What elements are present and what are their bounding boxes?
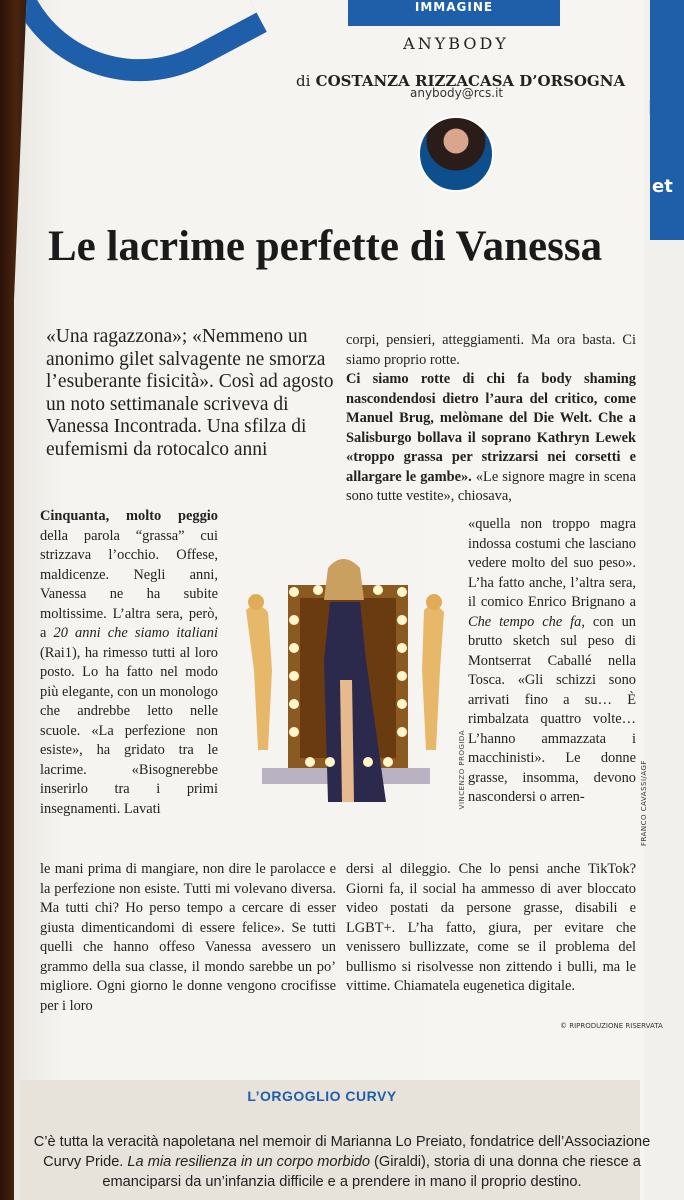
statue-right-head <box>426 594 442 610</box>
decorative-arc <box>11 0 267 131</box>
right-text-5: dersi al dileggio. Che lo pensi anche TikTok? Giorni fa, il social ha ammesso di aver bloccato video postati da persone grasse, disabili e LGBT+. L’ha fatto, giura, per evitare che venissero bullizzate, come se il problema del bullismo si risolvesse non zittendo i bulli, ma le vittime. Chiamatela eugenetica digitale. <box>346 861 636 994</box>
box-book-title: La mia resilienza in un corpo morbido <box>127 1154 370 1170</box>
copyright-notice: © RIPRODUZIONE RISERVATA <box>560 1022 663 1030</box>
author-name: COSTANZA RIZZACASA D’ORSOGNA <box>315 72 626 90</box>
adjacent-subtitle-fragment: et <box>652 176 673 197</box>
figure-hair <box>324 559 364 600</box>
left-text-3: le mani prima di mangiare, non dire le parolacce e la perfezione non esiste. Tutti mi volevano diversa. Ma tutti chi? Ho perso tempo a cercare di esser giusta dimenticandomi di essere felice». Se tutti quelli che hanno offeso Vanessa avessero un grammo della sua classe, il mondo sarebbe un po’ migliore. Ogni giorno le donne vengono crocifisse per i loro <box>40 861 336 1014</box>
right-text-2: «Le signore magre in scena sono tutte vestite», chiosava, <box>346 468 636 504</box>
right-italic-title: Che tempo che fa <box>468 613 582 630</box>
right-bold-para: Ci siamo rotte di chi fa body shaming nascondendosi dietro l’aura del critico, come Manuel Brug, melòmane del Die Welt. Che a Salisburgo bollava il soprano Kathryn Lewek «troppo grassa per strizzarsi nei corsetti e allargare le gambe». <box>346 371 636 485</box>
illustration <box>228 540 464 810</box>
right-text-4: , con un brutto sketch sul peso di Montserrat Caballé nella Tosca. «Gli schizzi sono arrivati fino a su… È rimbalzata quattro volte… L’hanno ammazzata i macchinisti». Le donne grasse, insomma, devono nascondersi o arren- <box>468 613 636 805</box>
box-title: L’ORGOGLIO CURVY <box>247 1088 397 1104</box>
lead-paragraph: «Una ragazzona»; «Nemmeno un anonimo gilet salvagente ne smorza l’esuberante fisicità». Così ad agosto un noto settimanale scriveva di Vanessa Incontrada. Una sfilza di eufemismi da rotocalco anni <box>46 326 334 460</box>
box-text-1: C’è tutta la veracità napoletana nel memoir di Marianna Lo Preiato, fondatrice dell’Associazione Curvy Pride. <box>33 1134 651 1170</box>
author-email: anybody@rcs.it <box>410 86 504 100</box>
section-tab: IMMAGINE <box>348 0 560 26</box>
adjacent-title-fragment: L <box>648 96 661 120</box>
column-name: ANYBODY <box>403 34 509 53</box>
right-column-top <box>346 331 636 507</box>
statue-left-head <box>248 594 264 610</box>
right-text-1: corpi, pensieri, atteggiamenti. Ma ora basta. Ci siamo proprio rotte. <box>346 332 636 368</box>
illustration-credit: VINCENZO PROGIDA <box>458 730 466 810</box>
adjacent-page <box>640 0 684 1200</box>
left-intro-bold: Cinquanta, molto peggio <box>40 508 218 524</box>
right-text-3: «quella non troppo magra indossa costumi che lasciano vedere molto del suo peso». L’ha fatto anche, l’altra sera, il comico Enrico Brignano a <box>468 516 636 610</box>
left-column-bottom <box>40 860 336 1016</box>
box-text <box>22 1132 662 1192</box>
statue-left <box>246 605 272 750</box>
photo-credit: FRANCO CAVASSI/AGF <box>640 760 648 847</box>
figure-leg <box>340 680 354 802</box>
byline-prefix: di <box>296 72 311 90</box>
left-text-2: (Rai1), ha rimesso tutti al loro posto. Lo ha fatto nel modo più elegante, con un monologo che andrebbe letto nelle scuole. «La perfezione non esiste», ha gridato tra le lacrime. «Bisognerebbe inserirlo tra i primi insegnamenti. Lavati <box>40 644 218 817</box>
author-avatar <box>418 116 494 192</box>
statue-right <box>422 605 444 750</box>
headline: Le lacrime perfette di Vanessa <box>48 223 603 270</box>
left-text-1: della parola “grassa” cui strizzava l’occhio. Offese, maldicenze. Negli anni, Vanessa ne ha subite moltissime. L’altra sera, però, a <box>40 527 218 641</box>
left-column-top <box>40 507 218 819</box>
box-text-2: (Giraldi), storia di una donna che riesce a emanciparsi da un’infanzia difficile e a prendere in mano il proprio destino. <box>102 1154 641 1190</box>
right-column-middle <box>468 515 636 808</box>
right-column-bottom <box>346 860 636 997</box>
left-italic-title: 20 anni che siamo italiani <box>53 625 218 641</box>
